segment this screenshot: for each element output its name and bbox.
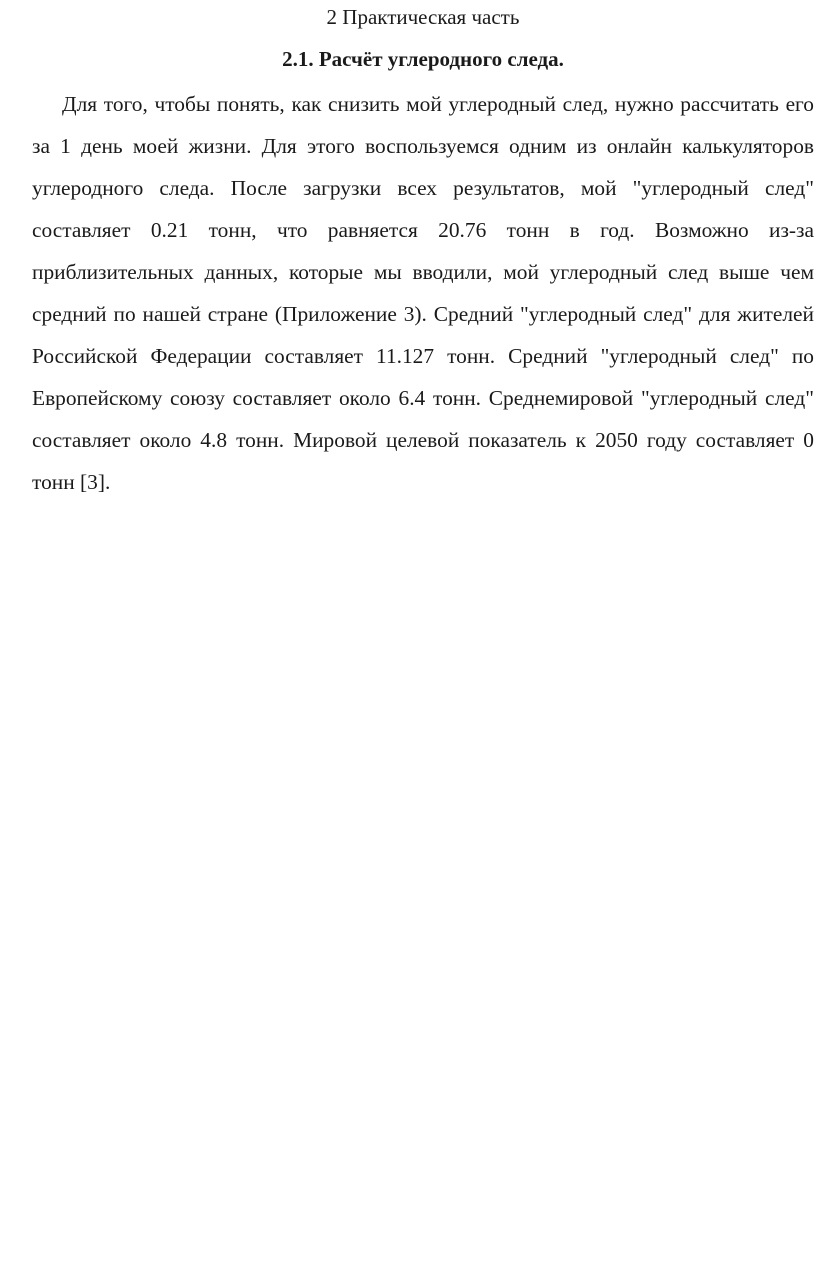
body-paragraph: Для того, чтобы понять, как снизить мой углеродный след, нужно рассчитать его за 1 день моей жизни. Для этого воспользуемся одним из онлайн калькуляторов углеродного следа. После загрузки всех результатов, мой "углеродный след" составляет 0.21 тонн, что равняется 20.76 тонн в год. Возможно из-за приблизительных данных, которые мы вводили, мой углеродный след выше чем средний по нашей стране (Приложение 3). Средний "углеродный след" для жителей Российской Федерации составляет 11.127 тонн. Средний "углеродный след" по Европейскому союзу составляет около 6.4 тонн. Среднемировой "углеродный след" составляет около 4.8 тонн. Мировой целевой показатель к 2050 году составляет 0 тонн [3]. bbox=[32, 92, 814, 494]
subsection-title: 2.1. Расчёт углеродного следа. bbox=[282, 47, 564, 71]
section-title: 2 Практическая часть bbox=[326, 5, 520, 29]
